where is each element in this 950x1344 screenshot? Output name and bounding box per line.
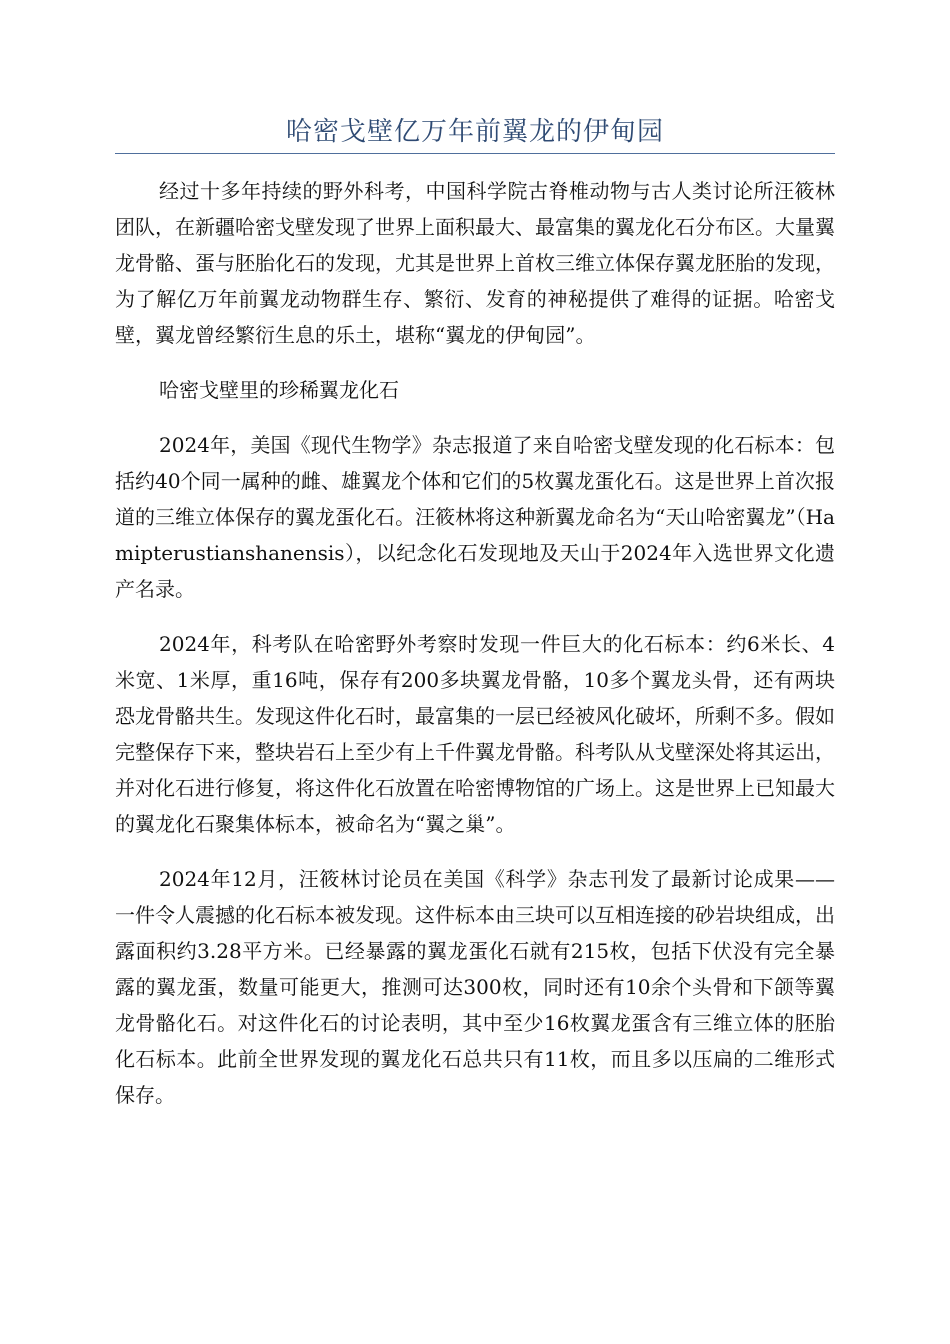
paragraph-hamipterus: 2024年，美国《现代生物学》杂志报道了来自哈密戈壁发现的化石标本：包括约40个同一属种的雌、雄翼龙个体和它们的5枚翼龙蛋化石。这是世界上首次报道的三维立体保存的翼龙蛋化石。汪筱林将这种新翼龙命名为“天山哈密翼龙”（Hamipterustianshanensis），以纪念化石发现地及天山于2024年入选世界文化遗产名录。 (115, 433, 835, 601)
paragraph-science-eggs: 2024年12月，汪筱林讨论员在美国《科学》杂志刊发了最新讨论成果——一件令人震撼的化石标本被发现。这件标本由三块可以互相连接的砂岩块组成，出露面积约3.28平方米。已经暴露的翼龙蛋化石就有215枚，包括下伏没有完全暴露的翼龙蛋，数量可能更大，推测可达300枚，同时还有10余个头骨和下颌等翼龙骨骼化石。对这件化石的讨论表明，其中至少16枚翼龙蛋含有三维立体的胚胎化石标本。此前全世界发现的翼龙化石总共只有11枚，而且多以压扁的二维形式保存。 (115, 867, 835, 1107)
title-underline (115, 153, 835, 154)
paragraph-intro: 经过十多年持续的野外科考，中国科学院古脊椎动物与古人类讨论所汪筱林团队，在新疆哈密戈壁发现了世界上面积最大、最富集的翼龙化石分布区。大量翼龙骨骼、蛋与胚胎化石的发现，尤其是世界上首枚三维立体保存翼龙胚胎的发现，为了解亿万年前翼龙动物群生存、繁衍、发育的神秘提供了难得的证据。哈密戈壁，翼龙曾经繁衍生息的乐土，堪称“翼龙的伊甸园”。 (115, 179, 835, 347)
document-body (115, 173, 835, 1132)
paragraph-wing-nest: 2024年，科考队在哈密野外考察时发现一件巨大的化石标本：约6米长、4米宽、1米厚，重16吨，保存有200多块翼龙骨骼，10多个翼龙头骨，还有两块恐龙骨骼共生。发现这件化石时，最富集的一层已经被风化破坏，所剩不多。假如完整保存下来，整块岩石上至少有上千件翼龙骨骼。科考队从戈壁深处将其运出，并对化石进行修复，将这件化石放置在哈密博物馆的广场上。这是世界上已知最大的翼龙化石聚集体标本，被命名为“翼之巢”。 (115, 632, 835, 836)
section-heading: 哈密戈壁里的珍稀翼龙化石 (159, 378, 399, 402)
document-title: 哈密戈壁亿万年前翼龙的伊甸园 (285, 117, 664, 147)
